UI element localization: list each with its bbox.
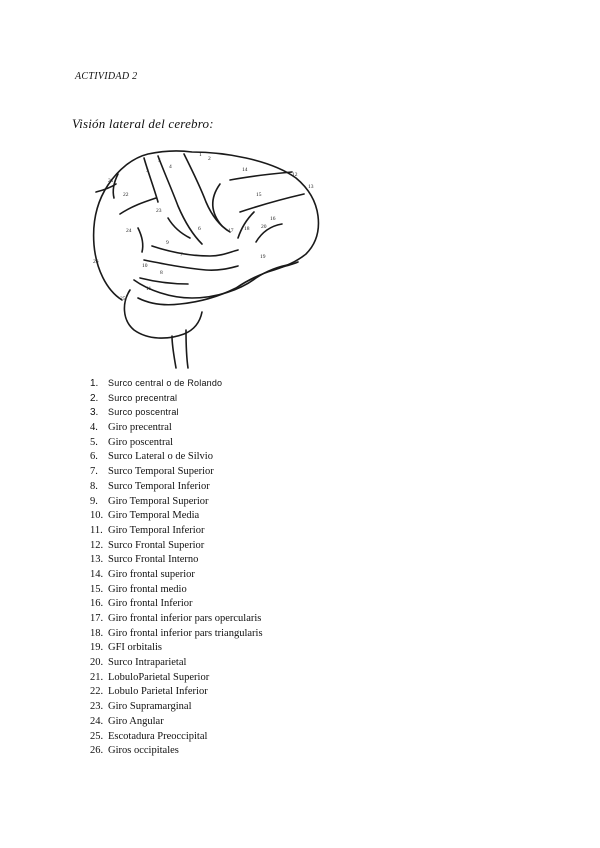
list-item — [90, 522, 263, 537]
item-number: 2. — [90, 392, 99, 404]
item-number: 15. — [90, 583, 104, 595]
item-number: 17. — [90, 613, 104, 624]
label-10: 10 — [142, 263, 148, 269]
label-12: 12 — [292, 172, 298, 178]
postcentral-sulcus — [144, 158, 158, 202]
item-text: Giro frontal inferior pars opercularis — [108, 613, 262, 624]
item-number: 16. — [90, 598, 104, 610]
list-item — [90, 683, 263, 698]
item-number: 20. — [90, 657, 104, 669]
item-number: 6. — [90, 451, 98, 463]
label-17: 17 — [228, 228, 234, 234]
list-item — [90, 463, 263, 478]
superior-temporal-sulcus — [144, 260, 238, 270]
label-8: 8 — [160, 270, 163, 276]
item-text: Escotadura Preoccipital — [108, 730, 208, 742]
item-number: 7. — [90, 466, 98, 478]
item-text: Surco Frontal Interno — [108, 554, 199, 566]
label-7: 7 — [180, 252, 183, 258]
item-text: Giros occipitales — [108, 745, 179, 757]
brain-lateral-diagram — [60, 140, 330, 375]
item-number: 25. — [90, 730, 104, 742]
label-25: 25 — [120, 296, 126, 302]
item-text: Surco central o de Rolando — [108, 378, 223, 388]
angular-gyrus-curve — [138, 228, 143, 252]
item-number: 24. — [90, 715, 104, 727]
list-item — [90, 595, 263, 610]
item-number: 26. — [90, 745, 104, 757]
list-item — [90, 742, 263, 757]
item-text: Giro Temporal Media — [108, 510, 200, 522]
label-4: 4 — [169, 164, 172, 170]
brain-drawing — [60, 140, 330, 375]
label-23: 23 — [156, 208, 162, 214]
item-text: GFI orbitalis — [108, 642, 162, 654]
list-item — [90, 728, 263, 743]
item-number: 11. — [90, 524, 103, 536]
item-text: Giro frontal superior — [108, 568, 195, 580]
list-item — [90, 448, 263, 463]
label-5: 5 — [158, 158, 161, 164]
list-item — [90, 404, 263, 419]
item-number: 12. — [90, 539, 104, 551]
item-text: Surco Frontal Superior — [108, 539, 205, 551]
item-number: 10. — [90, 510, 104, 522]
item-text: Giro poscentral — [108, 436, 174, 448]
intraparietal-sulcus — [120, 198, 156, 214]
inferior-temporal-sulcus — [140, 278, 188, 284]
frontal-operculum-curve-1 — [238, 212, 254, 238]
item-number: 13. — [90, 554, 104, 566]
label-3: 3 — [146, 168, 149, 174]
activity-title: ACTIVIDAD 2 — [75, 71, 138, 82]
frontal-operculum-curve-2 — [256, 224, 282, 242]
list-item — [90, 375, 263, 390]
orbital-tract — [278, 262, 298, 268]
frontal-operculum-curve-3 — [213, 184, 222, 226]
item-number: 4. — [90, 422, 98, 434]
item-text: Surco poscentral — [108, 407, 179, 418]
item-text: Giro Supramarginal — [108, 701, 192, 713]
inferior-frontal-sulcus — [240, 194, 304, 212]
list-item — [90, 478, 263, 493]
label-18: 18 — [244, 226, 250, 232]
item-text: Giro Temporal Superior — [108, 495, 209, 507]
item-text: Giro precentral — [108, 422, 172, 434]
item-number: 18. — [90, 627, 104, 639]
item-number: 8. — [90, 480, 98, 492]
list-item — [90, 507, 263, 522]
list-item — [90, 654, 263, 669]
list-item — [90, 639, 263, 654]
section-title: Visión lateral del cerebro: — [72, 116, 214, 131]
item-text: Giro frontal inferior pars triangularis — [108, 627, 263, 639]
item-text: Surco Temporal Inferior — [108, 480, 210, 492]
item-text: Giro frontal medio — [108, 583, 187, 595]
item-text: Surco Temporal Superior — [108, 466, 214, 478]
structure-legend-list — [90, 375, 263, 757]
label-20: 20 — [261, 224, 267, 230]
label-16: 16 — [270, 216, 276, 222]
list-item — [90, 390, 263, 405]
list-item — [90, 698, 263, 713]
label-9: 9 — [166, 240, 169, 246]
list-item — [90, 419, 263, 434]
precentral-sulcus — [184, 154, 230, 232]
label-1: 1 — [199, 152, 202, 158]
item-text: Giro frontal Inferior — [108, 598, 193, 610]
lateral-sulcus — [152, 246, 238, 256]
superior-frontal-sulcus — [230, 172, 292, 180]
item-text: Giro Temporal Inferior — [108, 524, 205, 536]
label-2: 2 — [208, 156, 211, 162]
list-item — [90, 610, 263, 625]
label-22: 22 — [123, 192, 129, 198]
label-13: 13 — [308, 184, 314, 190]
list-item — [90, 434, 263, 449]
item-number: 14. — [90, 568, 104, 580]
label-14: 14 — [242, 167, 248, 173]
item-text: LobuloParietal Superior — [108, 671, 210, 683]
item-number: 19. — [90, 642, 104, 654]
item-number: 9. — [90, 495, 98, 507]
label-11: 11 — [146, 286, 152, 292]
label-24: 24 — [126, 228, 132, 234]
item-number: 3. — [90, 407, 99, 419]
item-number: 23. — [90, 701, 104, 713]
item-text: Lobulo Parietal Inferior — [108, 686, 208, 698]
list-item — [90, 581, 263, 596]
supramarginal-curve — [168, 218, 190, 238]
list-item — [90, 493, 263, 508]
list-item — [90, 551, 263, 566]
item-text: Surco Lateral o de Silvio — [108, 451, 213, 463]
item-number: 1. — [90, 378, 99, 389]
label-15: 15 — [256, 192, 262, 198]
list-item — [90, 566, 263, 581]
label-6: 6 — [198, 226, 201, 232]
label-19: 19 — [260, 254, 266, 260]
item-number: 21. — [90, 671, 104, 683]
item-text: Giro Angular — [108, 715, 164, 727]
label-26: 26 — [93, 259, 99, 265]
label-21: 21 — [108, 178, 114, 184]
item-number: 5. — [90, 436, 98, 448]
item-number: 22. — [90, 686, 104, 698]
list-item — [90, 537, 263, 552]
item-text: Surco Intraparietal — [108, 657, 187, 669]
list-item — [90, 669, 263, 684]
item-text: Surco precentral — [108, 392, 178, 403]
list-item — [90, 713, 263, 728]
list-item — [90, 625, 263, 640]
